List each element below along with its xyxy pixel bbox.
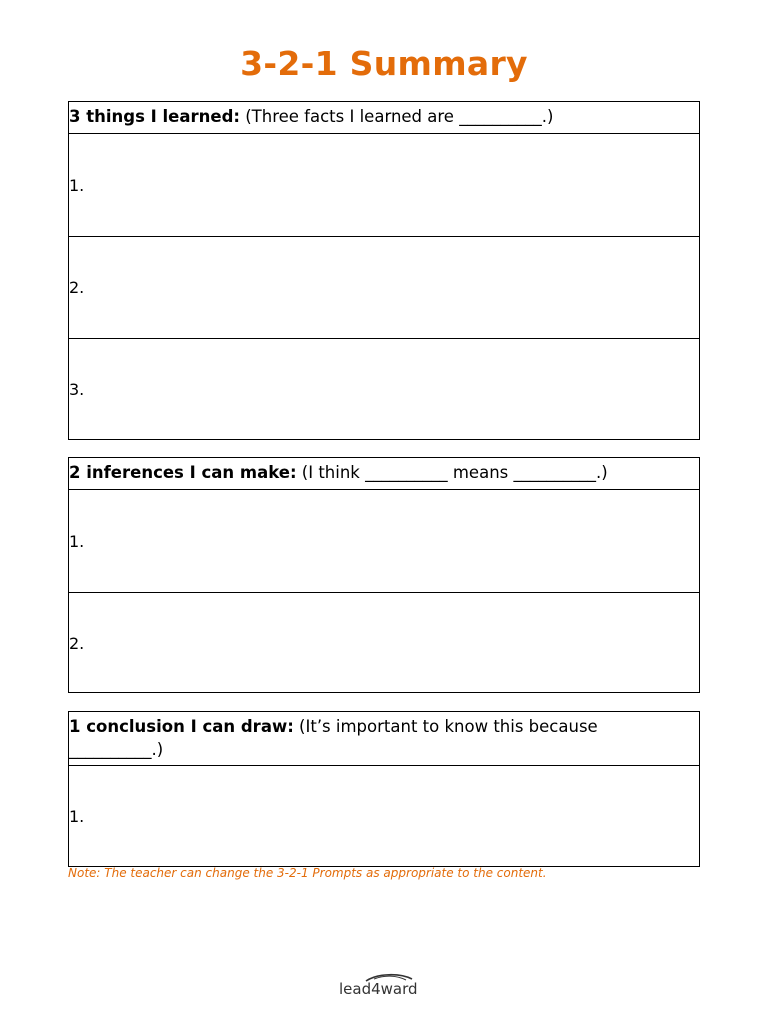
inferences-item-1[interactable]: [69, 489, 699, 592]
inferences-header: [69, 458, 699, 489]
inferences-prompt-post: .): [596, 463, 608, 482]
inferences-prompt-mid: means: [447, 463, 514, 482]
conclusion-blank: __________: [69, 740, 152, 759]
learned-prompt-post: .): [541, 107, 554, 126]
lead4ward-logo: [338, 972, 434, 998]
logo-text: lead4ward: [339, 980, 418, 998]
inferences-blank-2: __________: [513, 463, 596, 482]
conclusion-heading: 1 conclusion I can draw:: [69, 717, 294, 736]
item-number: 2.: [69, 278, 85, 297]
item-number: 1.: [69, 531, 85, 551]
learned-header: [69, 102, 699, 133]
conclusion-prompt-pre: (It’s important to know this because: [293, 717, 598, 736]
page-title: 3-2-1 Summary: [240, 44, 528, 83]
learned-item-3[interactable]: [69, 338, 699, 439]
conclusion-item-1[interactable]: [69, 765, 699, 866]
learned-prompt-pre: (Three facts I learned are: [240, 107, 460, 126]
item-number: 1.: [69, 175, 85, 195]
inferences-blank-1: __________: [365, 463, 448, 482]
inferences-prompt-pre: (I think: [296, 463, 366, 482]
learned-heading: 3 things I learned:: [69, 107, 240, 126]
item-number: 3.: [69, 379, 85, 399]
learned-table: [68, 101, 700, 440]
conclusion-table: [68, 711, 700, 867]
conclusion-header: [69, 712, 699, 765]
item-number: 2.: [69, 633, 85, 653]
inferences-heading: 2 inferences I can make:: [69, 463, 297, 482]
conclusion-prompt-post: .): [151, 740, 164, 759]
learned-item-1[interactable]: [69, 133, 699, 236]
inferences-item-2[interactable]: [69, 592, 699, 693]
learned-item-2[interactable]: [69, 236, 699, 338]
learned-blank: __________: [459, 107, 542, 126]
item-number: 1.: [69, 806, 85, 826]
inferences-table: [68, 457, 700, 693]
teacher-note: Note: The teacher can change the 3-2-1 Prompts as appropriate to the content.: [68, 866, 547, 880]
